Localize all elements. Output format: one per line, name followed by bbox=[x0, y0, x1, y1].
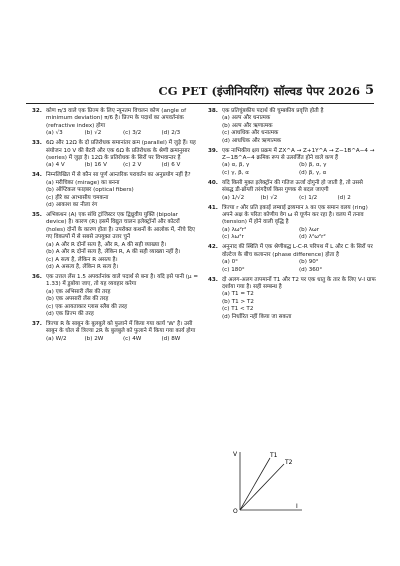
option: (d) आधधिक और ऋणात्मक bbox=[222, 137, 282, 144]
question-text: त्रिज्या R के साबुन के बुलबुले को फुलाने में किया गया कार्य 'W' है। उसी साबुन के घोल से त्रिज्या 2R के बुलबुले को फुलाने में किया गया कार्य होगा bbox=[46, 320, 196, 335]
option: (a) A और R दोनों सत्य है, और R, A की सही व्याख्या है। bbox=[46, 241, 167, 248]
graph-x-label: I bbox=[296, 503, 298, 510]
page-header bbox=[0, 84, 400, 102]
option: (d) 2/3 bbox=[161, 130, 181, 137]
question-35 bbox=[32, 212, 200, 271]
page-number: 5 bbox=[364, 83, 374, 98]
question-number: 38. bbox=[208, 108, 218, 114]
option: (b) √2 bbox=[260, 194, 278, 201]
question-text: एक नाभिकीय क्षय प्रक्रम में ZX^A → Z+1Y^A → Z−1B^A−4 → Z−1B^A−4 क्रमिक रूप से उत्सर्जित होने वाले कण हैं bbox=[222, 147, 375, 162]
question-number: 42. bbox=[208, 244, 218, 251]
option: (b) A और R दोनों सत्य है, लेकिन R, A की सही व्याख्या नहीं है। bbox=[46, 249, 181, 256]
question-42 bbox=[208, 244, 376, 274]
option: (b) ऑप्टिकल फाइबर (optical fibers) bbox=[46, 187, 134, 194]
graph-line2-label: T2 bbox=[285, 459, 293, 466]
option: (b) अल्प और ऋणात्मक bbox=[222, 122, 273, 129]
option: (a) W/2 bbox=[46, 335, 67, 342]
question-text: 6Ω और 12Ω के दो प्रतिरोधक समानांतर क्रम (parallel) में जुड़े हैं। यह संयोजन 10 V की बैटरी और एक 6Ω के प्रतिरोधक के श्रेणी क्रमानुसार (series) में जुड़ा है। 12Ω के प्रतिरोधक के सिरों पर विभवान्तर है bbox=[46, 140, 196, 162]
option: (b) एक अपसारी लेंस की तरह bbox=[46, 296, 109, 303]
option: (b) 16 V bbox=[84, 162, 107, 169]
question-number: 35. bbox=[32, 212, 42, 219]
option: (d) 6 V bbox=[161, 162, 181, 169]
options-list bbox=[46, 130, 200, 137]
option: (d) 8W bbox=[161, 335, 181, 342]
options-list bbox=[46, 336, 200, 343]
left-column bbox=[32, 108, 200, 346]
option: (a) 1/√2 bbox=[222, 194, 245, 201]
options-list bbox=[46, 242, 200, 272]
option: (d) निर्धारित नहीं किया जा सकता bbox=[222, 313, 292, 320]
option: (c) γ, β, α bbox=[222, 169, 249, 176]
question-number: 41. bbox=[208, 204, 218, 211]
question-43 bbox=[208, 277, 376, 321]
question-39 bbox=[208, 148, 376, 178]
question-number: 39. bbox=[208, 147, 218, 154]
option: (b) β, α, γ bbox=[299, 162, 327, 169]
question-text: अनुनाद की स्थिति में एक श्रेणीबद्ध L-C-R परिपथ में L और C के सिरों पर वोल्टेज के बीच कलान्तर (phase difference) होता है bbox=[222, 244, 373, 258]
question-text: निम्नलिखित में से कौन सा पूर्ण आन्तरिक परावर्तन का अनुप्रयोग नहीं है? bbox=[46, 172, 191, 179]
option: (c) A सत्य है, लेकिन R असत्य है। bbox=[46, 256, 118, 263]
options-list bbox=[222, 291, 376, 321]
question-text: कोण π/3 वाले एक प्रिज्म के लिए न्यूनतम विचलन कोण (angle of minimum deviation) π/6 है। प्रिज्म के पदार्थ का अपवर्तनांक (refractive index) होगा bbox=[46, 108, 187, 129]
option: (b) 2W bbox=[84, 335, 104, 342]
option: (a) 0° bbox=[222, 259, 238, 266]
option: (c) 2 V bbox=[123, 162, 142, 169]
options-list bbox=[222, 115, 376, 145]
right-column bbox=[208, 108, 376, 324]
options-list bbox=[46, 180, 200, 210]
question-text: त्रिज्या r और प्रति इकाई लम्बाई द्रव्यमान λ का एक समान वलय (ring) अपने अक्ष के परितः कोणीय वेग ω से घूर्णन कर रहा है। वलय में तनाव (tension) में होने वाली वृद्धि है bbox=[222, 204, 368, 226]
header-title: CG PET (इंजीनियरिंग) सॉल्वड पेपर 2026 bbox=[158, 84, 360, 98]
options-list bbox=[222, 162, 376, 177]
question-text: एक उत्तल लेंस 1.5 अपवर्तनांक वाले पदार्थ से बना है। यदि इसे पानी (μ = 1.33) में डुबोया जाए, तो यह व्यवहार करेगा bbox=[46, 273, 199, 288]
options-list bbox=[222, 195, 376, 202]
option: (d) आकाश का नीला रंग bbox=[46, 202, 98, 209]
option: (c) T1 < T2 bbox=[222, 306, 254, 313]
option: (c) 3/2 bbox=[123, 130, 142, 137]
question-text: अभिकथन (A) एक संधि ट्रांजिस्टर एक द्विध्रुवीय युक्ति (bipolar device) है। कारण (R) इसमें विद्युत चालन इलेक्ट्रॉनों और कोटरों (holes) दोनों के कारण होता है। उपरोक्त कथनों के आलोक में, नीचे दिए गए विकल्पों में से सबसे उपयुक्त उत्तर चुनें bbox=[46, 212, 195, 241]
question-text: यदि किसी मुक्त इलेक्ट्रॉन की गतिज ऊर्जा दोगुनी हो जाती है, तो उससे संबद्ध डी-ब्रोग्ली तरंगदैर्घ्य किस गुणक से बदल जाएगी bbox=[222, 179, 363, 194]
option: (a) एक अभिसारी लेंस की तरह bbox=[46, 288, 111, 295]
option: (b) T1 > T2 bbox=[222, 298, 254, 305]
graph-line-t2 bbox=[240, 464, 284, 510]
option: (a) 4 V bbox=[46, 162, 65, 169]
option: (c) आधधिक और धनात्मक bbox=[222, 130, 279, 137]
question-41 bbox=[208, 205, 376, 242]
option: (c) 180° bbox=[222, 266, 245, 273]
question-33 bbox=[32, 140, 200, 170]
option: (c) एक आयताकार ग्लास स्लैब की तरह bbox=[46, 303, 128, 310]
graph-line1-label: T1 bbox=[270, 452, 278, 459]
options-list bbox=[46, 289, 200, 319]
option: (c) 4W bbox=[123, 335, 142, 342]
options-list bbox=[222, 227, 376, 242]
option: (b) √2 bbox=[84, 130, 102, 137]
question-text: एक प्रतिचुंबकीय पदार्थ की चुम्बकीय प्रवृत्ति होती है bbox=[222, 108, 324, 114]
option: (a) मरीचिका (mirage) का बनना bbox=[46, 179, 120, 186]
question-number: 37. bbox=[32, 320, 42, 327]
option: (c) हीरे का आभासीय चमकना bbox=[46, 194, 109, 201]
question-34 bbox=[32, 172, 200, 209]
question-40 bbox=[208, 180, 376, 202]
option: (b) λωr bbox=[299, 226, 319, 233]
graph-origin-label: O bbox=[233, 508, 238, 515]
question-number: 43. bbox=[208, 276, 218, 283]
option: (d) β, γ, α bbox=[299, 169, 327, 176]
option: (a) λω²r² bbox=[222, 226, 247, 233]
option: (c) λω²r bbox=[222, 234, 244, 241]
option: (d) A असत्य है, लेकिन R सत्य है। bbox=[46, 263, 119, 270]
question-number: 40. bbox=[208, 179, 218, 186]
question-number: 34. bbox=[32, 172, 42, 179]
question-number: 36. bbox=[32, 273, 42, 280]
option: (d) λ²ω²r² bbox=[299, 234, 326, 241]
header-rule bbox=[26, 103, 374, 104]
options-list bbox=[222, 259, 376, 274]
question-text: दो अलग-अलग तापमानों T1 और T2 पर एक धातु के तार के लिए V-I ग्राफ दर्शाया गया है। सही सम्बन्ध है bbox=[222, 276, 376, 290]
option: (d) एक प्रिज्म की तरह bbox=[46, 310, 94, 317]
question-37 bbox=[32, 321, 200, 343]
graph-line-t1 bbox=[240, 458, 270, 510]
vi-graph bbox=[230, 448, 300, 515]
option: (b) 90° bbox=[299, 259, 319, 266]
option: (d) 360° bbox=[299, 266, 323, 273]
options-list bbox=[46, 162, 200, 169]
option: (a) अल्प और धनात्मक bbox=[222, 115, 271, 122]
option: (d) 2 bbox=[337, 194, 351, 201]
question-number: 32. bbox=[32, 108, 42, 114]
option: (c) 1/2 bbox=[299, 194, 318, 201]
graph-y-label: V bbox=[233, 451, 238, 458]
question-36 bbox=[32, 274, 200, 318]
option: (a) T1 = T2 bbox=[222, 291, 254, 298]
option: (a) α, β, γ bbox=[222, 162, 250, 169]
question-38 bbox=[208, 108, 376, 145]
question-number: 33. bbox=[32, 140, 42, 147]
option: (a) √3 bbox=[46, 130, 63, 137]
question-32 bbox=[32, 108, 200, 138]
